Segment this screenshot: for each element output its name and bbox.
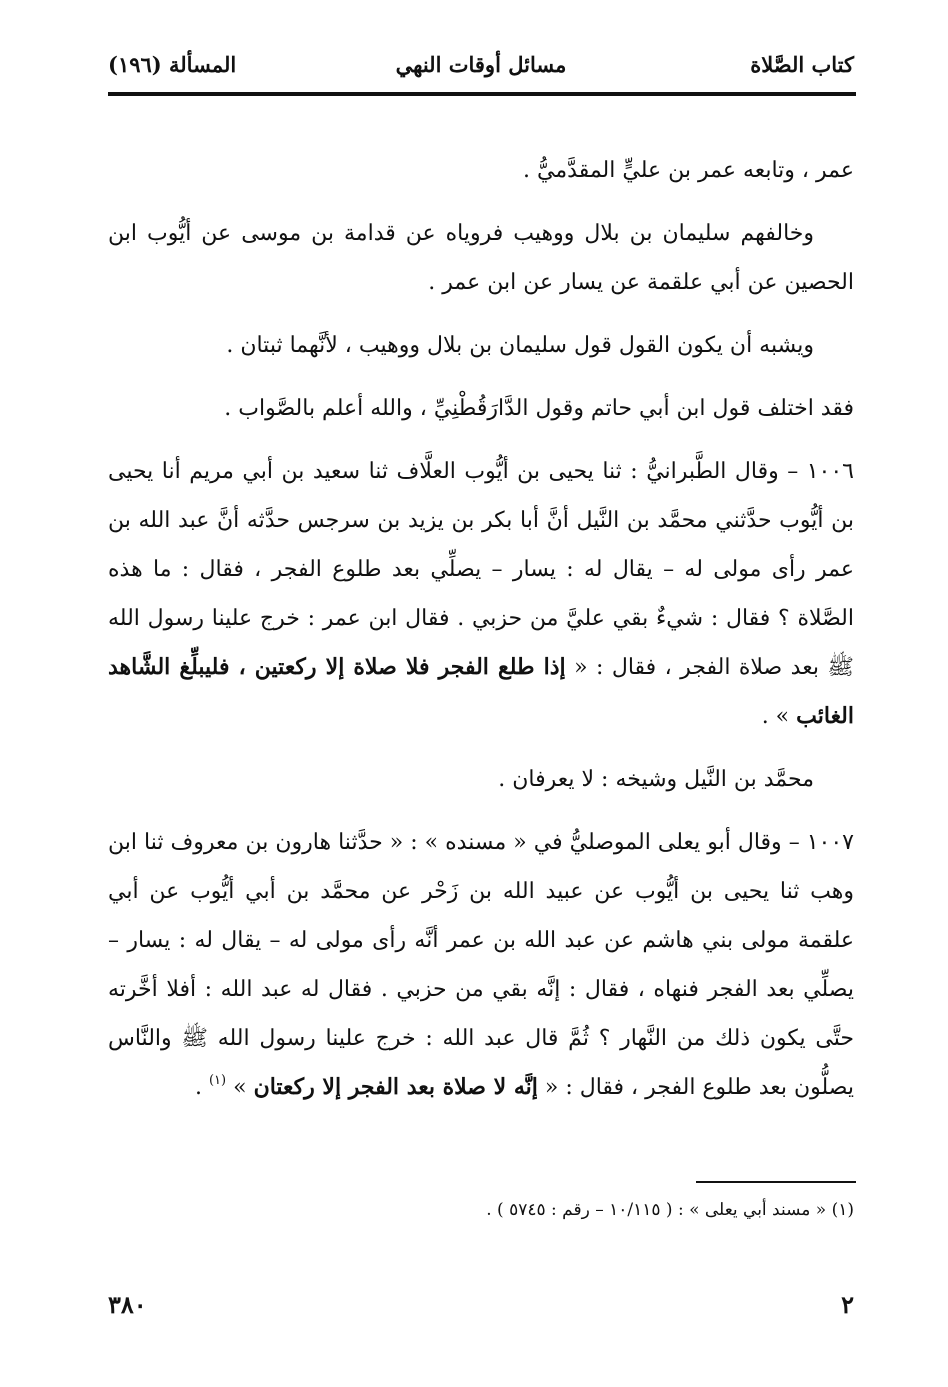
hadith-quote: إذا طلع الفجر فلا صلاة إلا ركعتين ، فليبلِّغ الشَّاهد الغائب bbox=[108, 654, 854, 729]
issue-label: المسألة (١٩٦) bbox=[108, 52, 237, 77]
hadith-1007 bbox=[108, 818, 854, 1112]
paragraph-text: محمَّد بن النَّيل وشيخه : لا يعرفان . bbox=[498, 767, 814, 792]
book-title: كتاب الصَّلاة bbox=[750, 52, 854, 77]
footnote-ref: (١) bbox=[208, 1073, 227, 1088]
page-number: ٣٨٠ bbox=[108, 1290, 147, 1319]
footnote-text: (١) « مسند أبي يعلى » : ( ١٠/١١٥ – رقم : ٥٧٤٥ ) . bbox=[486, 1200, 854, 1220]
paragraph bbox=[108, 321, 854, 370]
page-header bbox=[108, 48, 854, 92]
footnote bbox=[108, 1196, 854, 1224]
hadith-quote: إنَّه لا صلاة بعد الفجر إلا ركعتان bbox=[253, 1074, 538, 1100]
paragraph bbox=[108, 384, 854, 433]
footnote-rule bbox=[696, 1181, 856, 1183]
paragraph-text: عمر ، وتابعه عمر بن عليٍّ المقدَّميُّ . bbox=[523, 158, 854, 183]
hadith-1006 bbox=[108, 447, 854, 741]
header-rule bbox=[108, 92, 856, 96]
paragraph-text: فقد اختلف قول ابن أبي حاتم وقول الدَّارَقُطْنِيِّ ، والله أعلم بالصَّواب . bbox=[224, 396, 854, 421]
paragraph-text: . bbox=[194, 1075, 202, 1100]
paragraph-text: » bbox=[233, 1075, 247, 1100]
paragraph-text: ١٠٠٧ – وقال أبو يعلى الموصليُّ في « مسنده » : « حدَّثنا هارون بن معروف ثنا ابن وهب ثنا يحيى بن أيُّوب عن عبيد الله بن زَحْر عن محمَّد بن أبي أيُّوب عن أبي علقمة مولى بني هاشم عن عبد الله بن عمر أنَّه رأى مولى له – يقال له : يسار – يصلِّي بعد الفجر فنهاه ، فقال : إنَّه بقي من حزبي . فقال له عبد الله : أفلا أخَّرته حتَّى يكون ذلك من النَّهار ؟ ثُمَّ قال عبد الله : خرج علينا رسول الله ﷺ والنَّاس يصلُّون بعد طلوع الفجر ، فقال : « bbox=[108, 830, 854, 1100]
paragraph bbox=[108, 209, 854, 307]
chapter-title: مسائل أوقات النهي bbox=[395, 52, 567, 77]
paragraph-text: ويشبه أن يكون القول قول سليمان بن بلال ووهيب ، لأنَّهما ثبتان . bbox=[226, 333, 814, 358]
paragraph bbox=[108, 755, 854, 804]
paragraph-text: » . bbox=[761, 704, 790, 729]
paragraph bbox=[108, 146, 854, 195]
page-footer bbox=[108, 1290, 854, 1330]
paragraph-text: وخالفهم سليمان بن بلال ووهيب فروياه عن قدامة بن موسى عن أيُّوب ابن الحصين عن أبي علقمة عن يسار عن ابن عمر . bbox=[108, 221, 854, 295]
volume-number: ٢ bbox=[841, 1290, 854, 1319]
paragraph-text: ١٠٠٦ – وقال الطَّبرانيُّ : ثنا يحيى بن أيُّوب العلَّاف ثنا سعيد بن أبي مريم أنا يحيى بن أيُّوب حدَّثني محمَّد بن النَّيل أنَّ أبا بكر بن يزيد بن سرجس حدَّثه أنَّ عبد الله بن عمر رأى مولى له – يقال له : يسار – يصلِّي بعد طلوع الفجر ، فقال : ما هذه الصَّلاة ؟ فقال : شيءٌ بقي عليَّ من حزبي . فقال ابن عمر : خرج علينا رسول الله ﷺ بعد صلاة الفجر ، فقال : « bbox=[108, 459, 854, 680]
body-text bbox=[108, 146, 854, 1126]
